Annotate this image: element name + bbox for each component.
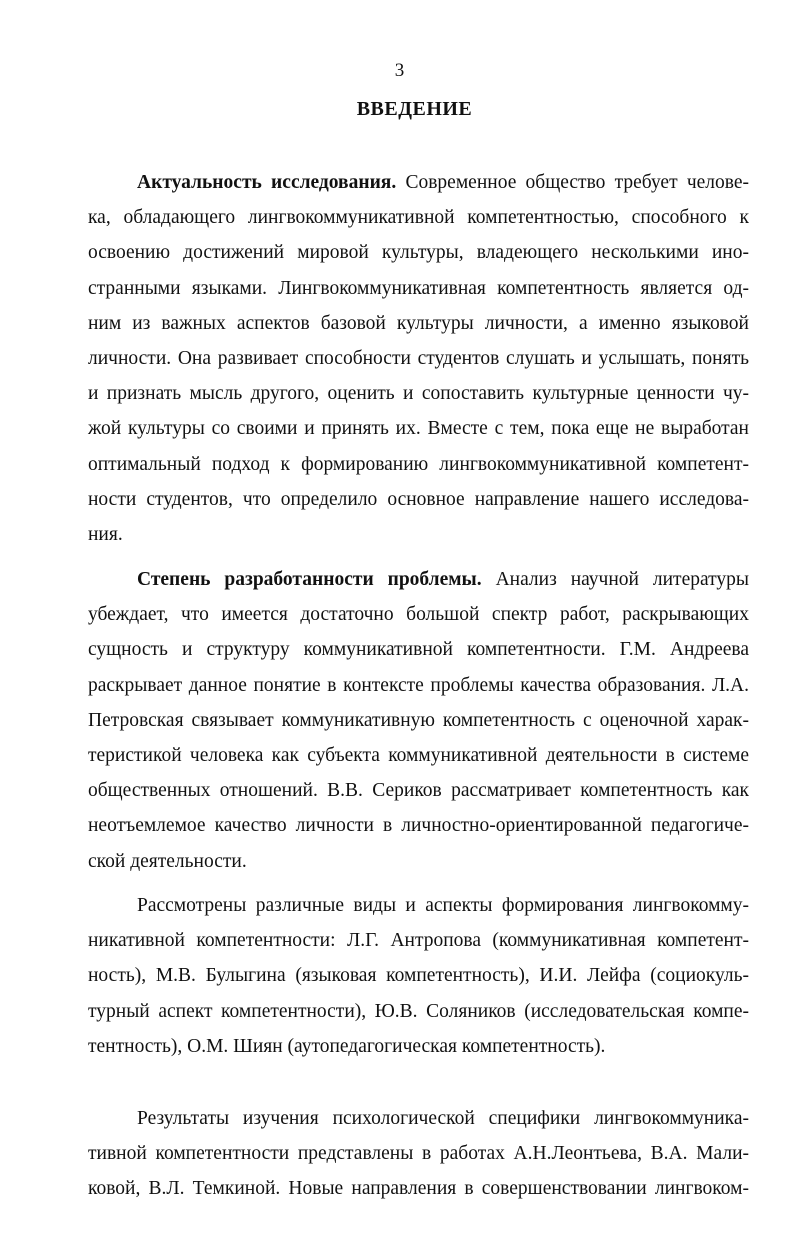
paragraph-line: Результаты изучения психологической специфики лингвокоммуника- xyxy=(137,1108,749,1129)
paragraph-results xyxy=(88,1101,749,1207)
paragraph-line: турный аспект компетентности), Ю.В. Соляников (исследовательская компе- xyxy=(88,1000,749,1022)
paragraph-line: ковой, В.Л. Темкиной. Новые направления в совершенствовании лингвоком- xyxy=(88,1178,749,1200)
paragraph-line: личности. Она развивает способности студентов слушать и услышать, понять xyxy=(88,347,749,369)
paragraph-relevance xyxy=(88,165,749,552)
paragraph-line: убеждает, что имеется достаточно большой спектр работ, раскрывающих xyxy=(88,604,749,626)
paragraph-line: странными языками. Лингвокоммуникативная компетентность является од- xyxy=(88,277,749,299)
paragraph-line: ской деятельности. xyxy=(88,850,247,872)
paragraph-line: тентность), О.М. Шиян (аутопедагогическая компетентность). xyxy=(88,1035,606,1057)
paragraph-line: Актуальность исследования. Современное общество требует челове- xyxy=(137,172,750,193)
problem-development-heading: Степень разработанности проблемы. xyxy=(137,569,482,590)
paragraph-line: ность), М.В. Булыгина (языковая компетентность), И.И. Лейфа (социокуль- xyxy=(88,965,749,987)
paragraph-problem-development xyxy=(88,562,749,879)
paragraph-line: жой культуры со своими и принять их. Вместе с тем, пока еще не выработан xyxy=(88,418,749,440)
paragraph-line: и признать мысль другого, оценить и сопоставить культурные ценности чу- xyxy=(88,383,749,405)
paragraph-line: раскрывает данное понятие в контексте проблемы качества образования. Л.А. xyxy=(88,674,749,696)
page-number: 3 xyxy=(394,60,405,81)
paragraph-line: ним из важных аспектов базовой культуры личности, а именно языковой xyxy=(88,312,749,334)
paragraph-line: ка, обладающего лингвокоммуникативной компетентностью, способного к xyxy=(88,207,749,229)
paragraph-line: Рассмотрены различные виды и аспекты формирования лингвокомму- xyxy=(137,895,749,916)
paragraph-line: освоению достижений мировой культуры, владеющего несколькими ино- xyxy=(88,242,749,264)
paragraph-line: теристикой человека как субъекта коммуникативной деятельности в системе xyxy=(88,744,749,766)
paragraph-line: ности студентов, что определило основное направление нашего исследова- xyxy=(88,488,749,510)
paragraph-line: никативной компетентности: Л.Г. Антропова (коммуникативная компетент- xyxy=(88,930,749,952)
paragraph-line: ния. xyxy=(88,523,123,545)
paragraph-line: общественных отношений. В.В. Сериков рассматривает компетентность как xyxy=(88,780,749,802)
paragraph-line: Петровская связывает коммуникативную компетентность с оценочной харак- xyxy=(88,709,749,731)
paragraph-line: оптимальный подход к формированию лингвокоммуникативной компетент- xyxy=(88,453,749,475)
paragraph-line: сущность и структуру коммуникативной компетентности. Г.М. Андреева xyxy=(88,639,749,661)
page-title: ВВЕДЕНИЕ xyxy=(356,98,473,120)
relevance-heading: Актуальность исследования. xyxy=(137,172,397,193)
paragraph-aspects xyxy=(88,888,749,1064)
paragraph-line: неотъемлемое качество личности в личностно-ориентированной педагогиче- xyxy=(88,815,749,837)
paragraph-line: Степень разработанности проблемы. Анализ научной литературы xyxy=(137,569,749,590)
paragraph-line: тивной компетентности представлены в работах А.Н.Леонтьева, В.А. Мали- xyxy=(88,1143,749,1165)
